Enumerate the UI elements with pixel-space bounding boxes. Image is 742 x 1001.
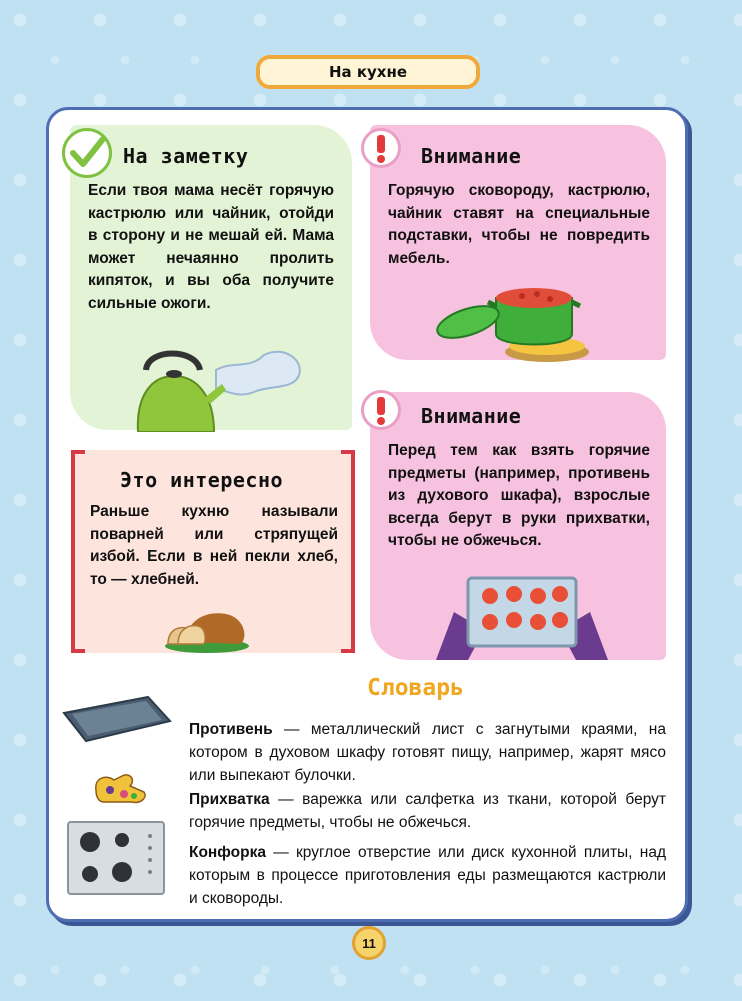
page-number: [352, 926, 386, 960]
left-bracket: [71, 450, 85, 653]
check-icon: [62, 128, 112, 178]
dictionary-definition: — круглое отверстие или диск кухонной плиты, над которым в процессе приготовления еды размещаются кастрюли и сковороды.: [189, 844, 666, 907]
dictionary-entry-3: [189, 841, 666, 910]
dictionary-entry-1: [189, 718, 666, 787]
right-bracket: [341, 450, 355, 653]
note-title: На заметку: [123, 144, 249, 168]
bread-icon: [164, 604, 250, 658]
warning-1-text: Горячую сковороду, кастрюлю, чайник ставят на специальные подставки, чтобы не повредить мебель.: [388, 182, 650, 267]
dictionary-term: Противень: [189, 721, 273, 738]
dictionary-title: Словарь: [367, 675, 464, 701]
warning-2-title: Внимание: [421, 404, 522, 428]
note-text: Если твоя мама несёт горячую кастрюлю или чайник, отойди в сторону и не мешай ей. Мама может нечаянно пролить кипяток, и вы оба получите сильные ожоги.: [88, 182, 334, 312]
dictionary-entry-2: [189, 788, 666, 834]
page-title: [256, 55, 480, 89]
exclamation-icon: [361, 128, 401, 168]
page-number-text: 11: [362, 935, 376, 951]
warning-2-text: Перед тем как взять горячие предметы (например, противень из духового шкафа), взрослые всегда берут в руки прихватки, чтобы не обжечься.: [388, 442, 650, 549]
page-title-text: На кухне: [328, 63, 408, 81]
dictionary-definition: — варежка или салфетка из ткани, которой берут горячие предметы, чтобы не обжечься.: [189, 791, 666, 831]
dictionary-term: Конфорка: [189, 844, 266, 861]
interesting-text: Раньше кухню называли поварней или стряпущей избой. Если в ней пекли хлеб, то — хлебней.: [90, 503, 338, 588]
dictionary-term: Прихватка: [189, 791, 270, 808]
warning-1-title: Внимание: [421, 144, 522, 168]
kettle-icon: [134, 340, 309, 436]
pot-icon: [432, 272, 592, 368]
stove-top-icon: [66, 820, 166, 900]
oven-mitt-icon: [92, 772, 148, 810]
dictionary-definition: — металлический лист с загнутыми краями, на котором в духовом шкафу готовят пищу, например, жарят мясо или выпекают булочки.: [189, 721, 666, 784]
baking-tray-icon: [434, 572, 610, 664]
exclamation-icon: [361, 390, 401, 430]
oven-tray-icon: [60, 695, 172, 747]
interesting-title: Это интересно: [120, 468, 284, 492]
